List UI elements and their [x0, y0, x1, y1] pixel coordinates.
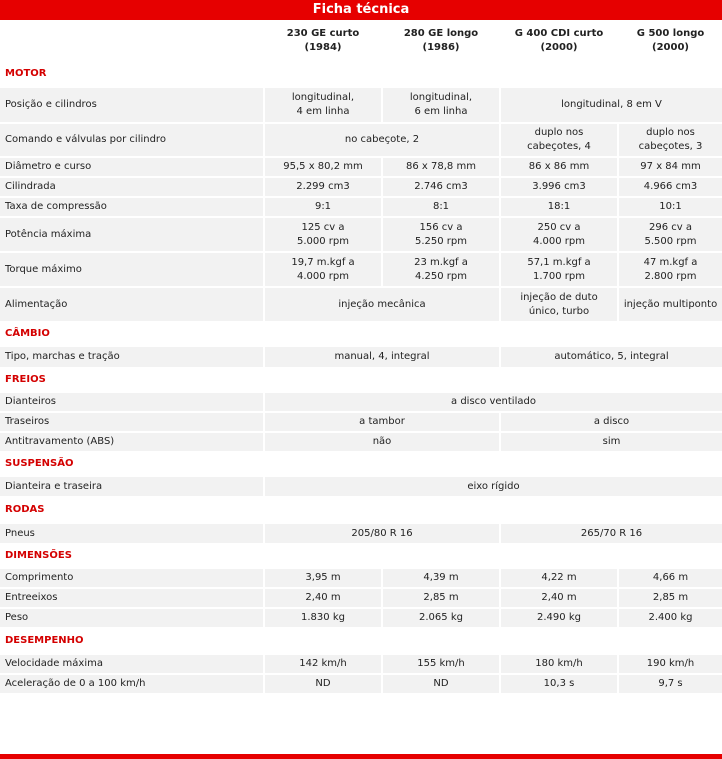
spec-value: 23 m.kgf a 4.250 rpm	[383, 253, 501, 286]
spec-row	[0, 607, 722, 627]
section-row-desempenho	[0, 627, 722, 653]
spec-value: 180 km/h	[501, 655, 619, 673]
spec-value: ND	[383, 675, 501, 693]
spec-value: 97 x 84 mm	[619, 158, 722, 176]
spec-value: 2,85 m	[619, 589, 722, 607]
spec-value: duplo nos cabeçotes, 4	[501, 124, 619, 156]
spec-value: no cabeçote, 2	[265, 124, 501, 156]
spec-value: manual, 4, integral	[265, 347, 501, 367]
spec-value: injeção de duto único, turbo	[501, 288, 619, 321]
spec-value: 47 m.kgf a 2.800 rpm	[619, 253, 722, 286]
section-heading: CÂMBIO	[0, 323, 722, 345]
spec-value: 86 x 78,8 mm	[383, 158, 501, 176]
spec-label: Diâmetro e curso	[0, 158, 265, 176]
spec-value: 2.400 kg	[619, 609, 722, 627]
spec-value: a disco	[501, 413, 722, 431]
spec-row	[0, 251, 722, 286]
spec-row	[0, 475, 722, 496]
spec-value: automático, 5, integral	[501, 347, 722, 367]
spec-row	[0, 653, 722, 673]
spec-value: duplo nos cabeçotes, 3	[619, 124, 722, 156]
section-heading: SUSPENSÃO	[0, 453, 722, 475]
spec-value: injeção mecânica	[265, 288, 501, 321]
spec-label: Dianteiros	[0, 393, 265, 411]
spec-row	[0, 286, 722, 321]
spec-value: 205/80 R 16	[265, 524, 501, 543]
section-row-dimensoes	[0, 543, 722, 567]
spec-value: 95,5 x 80,2 mm	[265, 158, 383, 176]
spec-label: Traseiros	[0, 413, 265, 431]
spec-value: 296 cv a 5.500 rpm	[619, 218, 722, 251]
spec-value: não	[265, 433, 501, 451]
spec-label: Cilindrada	[0, 178, 265, 196]
spec-row	[0, 391, 722, 411]
spec-value: injeção multiponto	[619, 288, 722, 321]
spec-label: Antitravamento (ABS)	[0, 433, 265, 451]
section-heading: DIMENSÕES	[0, 545, 722, 567]
spec-value: longitudinal, 6 em linha	[383, 88, 501, 122]
spec-value: a disco ventilado	[265, 393, 722, 411]
spec-value: 2,40 m	[501, 589, 619, 607]
section-row-rodas	[0, 496, 722, 522]
bottom-divider	[0, 754, 722, 759]
spec-row	[0, 567, 722, 587]
spec-value: 156 cv a 5.250 rpm	[383, 218, 501, 251]
spec-value: 10,3 s	[501, 675, 619, 693]
spec-value: 18:1	[501, 198, 619, 216]
spec-label: Aceleração de 0 a 100 km/h	[0, 675, 265, 693]
spec-table	[0, 20, 722, 693]
spec-value: 4.966 cm3	[619, 178, 722, 196]
spec-value: longitudinal, 4 em linha	[265, 88, 383, 122]
spec-value: 9:1	[265, 198, 383, 216]
page-title: Ficha técnica	[0, 0, 722, 20]
spec-row	[0, 86, 722, 122]
spec-label: Peso	[0, 609, 265, 627]
spec-value: 1.830 kg	[265, 609, 383, 627]
spec-label: Alimentação	[0, 288, 265, 321]
spec-row	[0, 216, 722, 251]
spec-label: Comando e válvulas por cilindro	[0, 124, 265, 156]
spec-row	[0, 587, 722, 607]
spec-value: 19,7 m.kgf a 4.000 rpm	[265, 253, 383, 286]
spec-value: 9,7 s	[619, 675, 722, 693]
spec-label: Taxa de compressão	[0, 198, 265, 216]
spec-row	[0, 431, 722, 451]
spec-row	[0, 673, 722, 693]
spec-row	[0, 156, 722, 176]
spec-row	[0, 411, 722, 431]
spec-value: 2.746 cm3	[383, 178, 501, 196]
model-header: G 500 longo (2000)	[619, 22, 722, 60]
section-heading: DESEMPENHO	[0, 629, 722, 653]
spec-value: 57,1 m.kgf a 1.700 rpm	[501, 253, 619, 286]
section-row-motor	[0, 60, 722, 86]
spec-value: 2.490 kg	[501, 609, 619, 627]
spec-label: Torque máximo	[0, 253, 265, 286]
spec-value: ND	[265, 675, 383, 693]
spec-label: Posição e cilindros	[0, 88, 265, 122]
spec-label: Entreeixos	[0, 589, 265, 607]
section-heading: MOTOR	[0, 62, 722, 86]
section-heading: FREIOS	[0, 369, 722, 391]
spec-value: 86 x 86 mm	[501, 158, 619, 176]
spec-row	[0, 345, 722, 367]
spec-label: Comprimento	[0, 569, 265, 587]
spec-value: 2,40 m	[265, 589, 383, 607]
header-corner	[0, 22, 265, 60]
spec-value: 250 cv a 4.000 rpm	[501, 218, 619, 251]
spec-row	[0, 522, 722, 543]
model-header: G 400 CDI curto (2000)	[501, 22, 619, 60]
spec-label: Potência máxima	[0, 218, 265, 251]
model-header: 230 GE curto (1984)	[265, 22, 383, 60]
spec-value: 3,95 m	[265, 569, 383, 587]
spec-value: 265/70 R 16	[501, 524, 722, 543]
spec-value: 190 km/h	[619, 655, 722, 673]
section-row-suspensao	[0, 451, 722, 475]
spec-value: 155 km/h	[383, 655, 501, 673]
spec-row	[0, 196, 722, 216]
section-row-cambio	[0, 321, 722, 345]
spec-label: Dianteira e traseira	[0, 477, 265, 496]
spec-row	[0, 176, 722, 196]
spec-label: Pneus	[0, 524, 265, 543]
section-row-freios	[0, 367, 722, 391]
spec-value: 4,66 m	[619, 569, 722, 587]
spec-value: 8:1	[383, 198, 501, 216]
spec-value: sim	[501, 433, 722, 451]
section-heading: RODAS	[0, 498, 722, 522]
spec-value: 125 cv a 5.000 rpm	[265, 218, 383, 251]
model-header: 280 GE longo (1986)	[383, 22, 501, 60]
spec-value: 10:1	[619, 198, 722, 216]
header-row	[0, 20, 722, 60]
spec-value: 2.065 kg	[383, 609, 501, 627]
spec-value: longitudinal, 8 em V	[501, 88, 722, 122]
spec-value: 2,85 m	[383, 589, 501, 607]
spec-label: Tipo, marchas e tração	[0, 347, 265, 367]
spec-value: 4,22 m	[501, 569, 619, 587]
spec-value: 2.299 cm3	[265, 178, 383, 196]
spec-label: Velocidade máxima	[0, 655, 265, 673]
spec-value: a tambor	[265, 413, 501, 431]
spec-value: 3.996 cm3	[501, 178, 619, 196]
spec-row	[0, 122, 722, 156]
spec-value: 4,39 m	[383, 569, 501, 587]
spec-value: 142 km/h	[265, 655, 383, 673]
spec-value: eixo rígido	[265, 477, 722, 496]
